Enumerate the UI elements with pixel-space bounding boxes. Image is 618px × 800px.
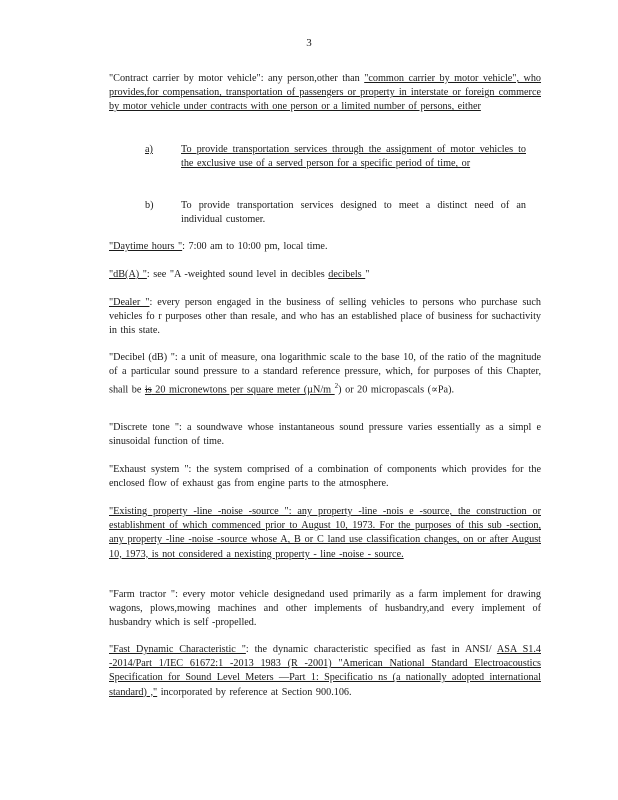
fast-end: incorporated by reference at Section 900.106. (157, 686, 352, 698)
dba-mid: : see "A -weighted sound level in (146, 269, 292, 280)
definition-daytime-hours (109, 240, 541, 254)
definition-decibel (109, 351, 541, 398)
fast-mid: : the dynamic characteristic specified as fast in ANSI/ (245, 644, 497, 655)
contract-underlined: "common carrier by motor vehicle", who provides,for compensation, transportation of passengers or property in interstate or foreign commerce by motor vehicle under contracts with one person or a limited number of persons, either (109, 73, 542, 113)
decibel-text-2: 20 micronewtons per square meter (µN/m (151, 384, 335, 396)
definition-exhaust-system: "Exhaust system ": the system comprised of a combination of components which provides for the enclosed flow of exhaust gas from engine parts to the atmosphere. (109, 464, 541, 490)
dba-underlined: decibels (328, 269, 366, 280)
definition-fast-dynamic-characteristic (109, 643, 541, 700)
definition-existing-property-line-noise-source (109, 505, 541, 562)
dealer-rest: : every person engaged in the business of selling vehicles to persons who purchase such vehicles fo r purposes other than resale, and who has an established place of business for suchactivity in this state. (109, 297, 541, 337)
definition-dba (109, 268, 541, 282)
daytime-rest: : 7:00 am to 10:00 pm, local time. (182, 241, 328, 252)
subitem-a-label (145, 143, 153, 157)
subitem-a-text (181, 143, 526, 171)
dba-plain: decibles (291, 269, 329, 280)
definition-discrete-tone: "Discrete tone ": a soundwave whose instantaneous sound pressure varies essentially as a simpl e sinusoidal function of time. (109, 422, 541, 448)
definition-farm-tractor: "Farm tractor ": every motor vehicle designedand used primarily as a farm implement for drawing wagons, plows,mowing machines and other implements of husbandry,and every implement of husbandry which is self -propelled. (109, 589, 541, 629)
fast-term: "Fast Dynamic Characteristic " (109, 644, 246, 655)
existing-underlined: "Existing property -line -noise -source ": any property -line -nois e -source, the construction or establishment of which commenced prior to August 10, 1973. For the purposes of this sub -section, any property -line -noise -source whose A, B or C land use classification changes, on or after August 10, 1973, is not considered a nexisting property - line -noise - source. (109, 506, 541, 560)
subitem-b-text: To provide transportation services designed to meet a distinct need of an individual customer. (181, 200, 526, 226)
page-number: 3 (306, 37, 312, 49)
decibel-struck: is (144, 384, 152, 396)
subitem-a-underlined: To provide transportation services through the assignment of motor vehicles to the exclusive use of a served person for a specific period of time, or (181, 144, 526, 170)
dba-end: " (365, 269, 370, 280)
fast-underlined: ASA S1.4 -2014/Part 1/IEC 61672:1 -2013 1983 (R -2001) "American National Standard Electroacoustics Specification for Sound Level Meters —Part 1: Specificatio ns (a nationally adopted international standard) ," (109, 644, 541, 698)
decibel-text-3: ) or 20 micropascals (∝Pa). (338, 384, 455, 396)
contract-lead: "Contract carrier by motor vehicle": any person,other than (109, 73, 365, 84)
definition-dealer (109, 296, 541, 339)
subitem-b-label: b) (145, 200, 154, 211)
dealer-term: "Dealer " (109, 297, 150, 308)
daytime-term: "Daytime hours " (109, 241, 183, 252)
decibel-superscript: 2 (334, 382, 339, 391)
definition-contract-carrier (109, 72, 541, 115)
dba-term: "dB(A) " (109, 269, 147, 280)
decibel-text-1: "Decibel (dB) ": a unit of measure, ona logarithmic scale to the base 10, of the ratio of the magnitude of a particular sound pressure to a standard reference pressure, which, for purposes of this Chapter, shall be (109, 352, 541, 396)
subitem-a-label-text: a) (145, 144, 153, 155)
